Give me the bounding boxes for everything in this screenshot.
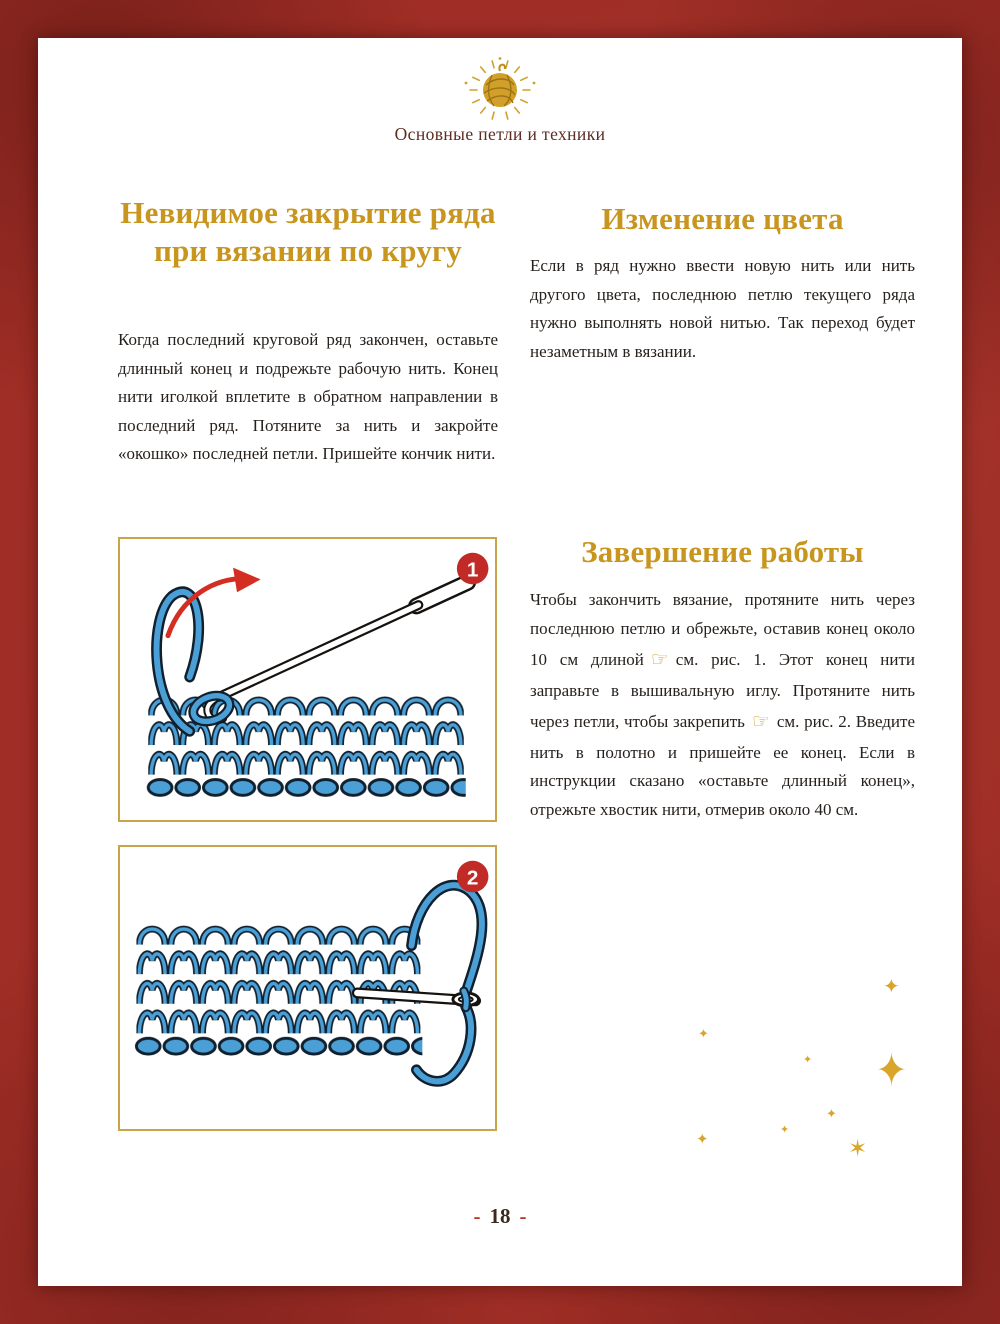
page-number	[38, 1204, 962, 1229]
yarn-ball-ornament	[440, 56, 560, 127]
finishing-text-1: Чтобы закончить вязание, протяните нить через последнюю петлю и обрежьте, оставив конец около 10 см длиной	[530, 590, 915, 670]
finishing-text-3: см. рис. 2. Введите нить в полотно и пришейте ее конец. Если в инструкции сказано «оставьте длинный конец», отрежьте хвостик нити, отмерив около 40 см.	[530, 712, 915, 819]
star-icon: ✦	[780, 1123, 790, 1136]
star-icon: ✦	[696, 1130, 709, 1148]
page-number-value: 18	[489, 1204, 511, 1228]
finishing-body	[530, 586, 915, 824]
running-header: Основные петли и техники	[394, 124, 606, 144]
left-section-body: Когда последний круговой ряд закончен, оставьте длинный конец и подрежьте рабочую нить. Конец нити иголкой вплетите в обратном направлении в последний ряд. Потяните за нить и закройте «окошко» последней петли. Пришейте кончик нити.	[118, 330, 498, 464]
star-icon: ✦	[826, 1107, 837, 1122]
color-change-heading: Изменение цвета	[601, 201, 844, 236]
star-icon: ✦	[883, 974, 900, 998]
star-icon: ✦	[876, 1043, 908, 1098]
figure-number-badge	[457, 553, 489, 585]
star-icon: ✦	[803, 1053, 813, 1066]
finishing-text-2: см. рис. 1. Этот конец нити заправьте в вышивальную иглу. Протяните нить через петли, чтобы закрепить	[530, 650, 915, 732]
color-change-body: Если в ряд нужно ввести новую нить или нить другого цвета, последнюю петлю текущего ряда нужно выполнять новой нитью. Так переход будет незаметным в вязании.	[530, 256, 915, 361]
finishing-heading: Завершение работы	[581, 534, 864, 569]
star-icon: ✦	[698, 1027, 709, 1042]
pointing-hand-icon: ☞	[650, 647, 669, 672]
figure-1-number: 1	[466, 558, 479, 582]
book-page	[38, 38, 962, 1286]
figure-1	[118, 537, 497, 822]
figure-2-number: 2	[466, 866, 479, 890]
yarn-through-eye	[464, 991, 467, 1008]
figure-2	[118, 845, 497, 1131]
pointing-hand-icon: ☞	[751, 709, 770, 734]
page-number-dash: -	[519, 1204, 527, 1228]
page-number-dash: -	[473, 1204, 481, 1228]
sparkle-icon: ✶	[848, 1136, 868, 1162]
figure-number-badge	[457, 861, 489, 893]
direction-arrow	[168, 568, 261, 636]
left-section-heading: Невидимое закрытие ряда при вязании по кругу	[120, 195, 496, 268]
